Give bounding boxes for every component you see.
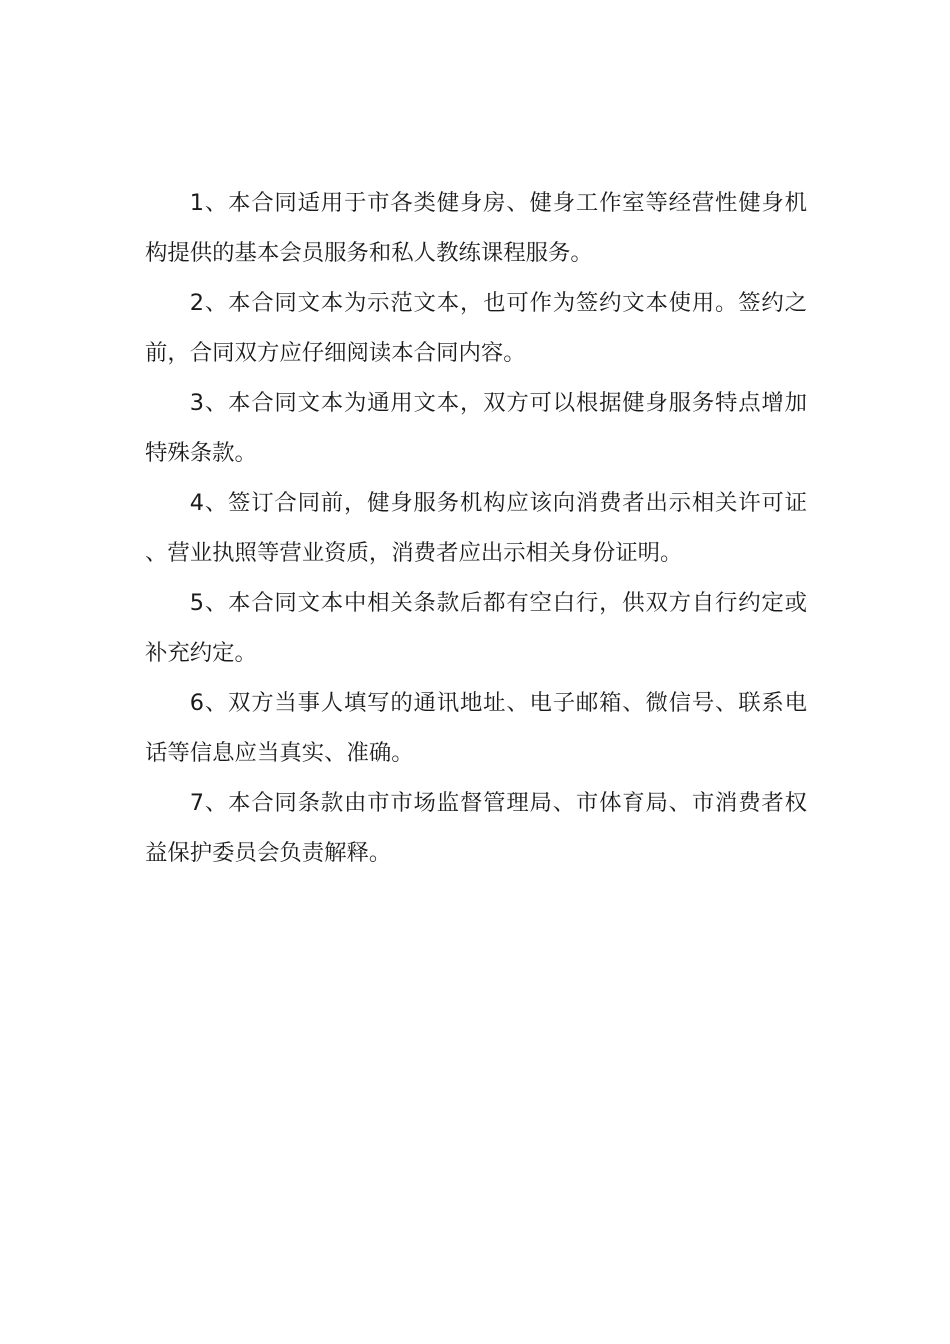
document-body	[145, 178, 807, 878]
paragraph-1: 1、本合同适用于市各类健身房、健身工作室等经营性健身机构提供的基本会员服务和私人教练课程服务。	[145, 190, 807, 266]
paragraph-7: 7、本合同条款由市市场监督管理局、市体育局、市消费者权益保护委员会负责解释。	[145, 790, 807, 866]
paragraph-5: 5、本合同文本中相关条款后都有空白行，供双方自行约定或补充约定。	[145, 590, 807, 666]
paragraph-2: 2、本合同文本为示范文本，也可作为签约文本使用。签约之前，合同双方应仔细阅读本合同内容。	[145, 290, 807, 366]
paragraph-6: 6、双方当事人填写的通讯地址、电子邮箱、微信号、联系电话等信息应当真实、准确。	[145, 690, 807, 766]
paragraph-4: 4、签订合同前，健身服务机构应该向消费者出示相关许可证、营业执照等营业资质，消费者应出示相关身份证明。	[145, 490, 807, 566]
paragraph-3: 3、本合同文本为通用文本，双方可以根据健身服务特点增加特殊条款。	[145, 390, 807, 466]
